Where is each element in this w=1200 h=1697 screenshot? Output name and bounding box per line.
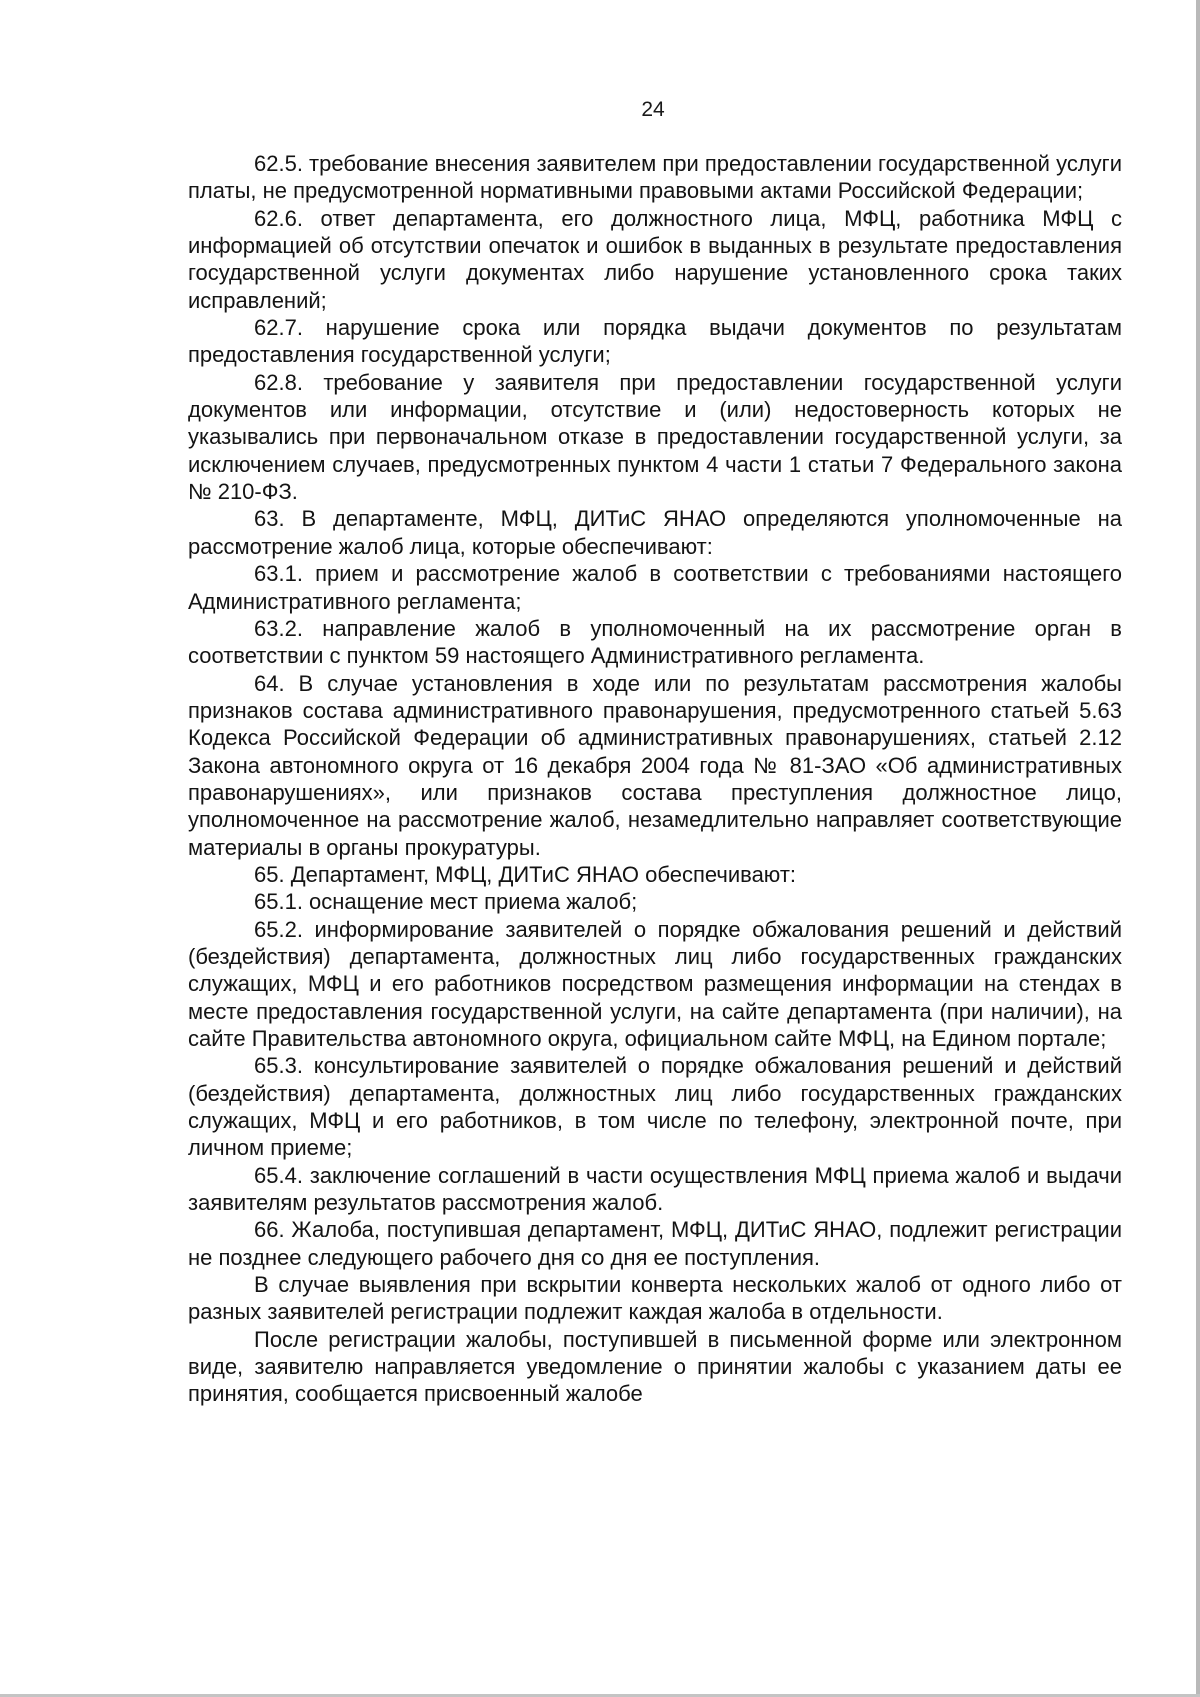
paragraph-65-2: 65.2. информирование заявителей о порядке обжалования решений и действий (бездействия) департамента, должностных лиц либо государственных гражданских служащих, МФЦ и его работников посредством размещения информации на стендах в месте предоставления государственной услуги, на сайте департамента (при наличии), на сайте Правительства автономного округа, официальном сайте МФЦ, на Едином портале; (188, 916, 1122, 1051)
paragraph-65-4: 65.4. заключение соглашений в части осуществления МФЦ приема жалоб и выдачи заявителям результатов рассмотрения жалоб. (188, 1162, 1122, 1216)
document-body (188, 150, 1122, 1408)
paragraph-63: 63. В департаменте, МФЦ, ДИТиС ЯНАО определяются уполномоченные на рассмотрение жалоб лица, которые обеспечивают: (188, 506, 1122, 559)
paragraph-63-1: 63.1. прием и рассмотрение жалоб в соответствии с требованиями настоящего Административного регламента; (188, 561, 1122, 614)
paragraph-63-2: 63.2. направление жалоб в уполномоченный на их рассмотрение орган в соответствии с пунктом 59 настоящего Административного регламента. (188, 615, 1122, 669)
scan-edge-right (1196, 0, 1200, 1697)
paragraph-65: 65. Департамент, МФЦ, ДИТиС ЯНАО обеспечивают: (254, 861, 797, 887)
paragraph-66-registration: После регистрации жалобы, поступившей в письменной форме или электронном виде, заявителю направляется уведомление о принятии жалобы с указанием даты ее принятия, сообщается присвоенный жалобе (188, 1326, 1122, 1407)
paragraph-62-7: 62.7. нарушение срока или порядка выдачи документов по результатам предоставления государственной услуги; (188, 315, 1122, 368)
paragraph-62-5: 62.5. требование внесения заявителем при предоставлении государственной услуги платы, не предусмотренной нормативными правовыми актами Российской Федерации; (188, 151, 1122, 204)
paragraph-66: 66. Жалоба, поступившая департамент, МФЦ, ДИТиС ЯНАО, подлежит регистрации не позднее следующего рабочего дня со дня ее поступления. (188, 1217, 1122, 1270)
page-number: 24 (641, 98, 665, 121)
paragraph-65-1: 65.1. оснащение мест приема жалоб; (254, 889, 638, 915)
paragraph-65-3: 65.3. консультирование заявителей о порядке обжалования решений и действий (бездействия) департамента, должностных лиц либо государственных гражданских служащих, МФЦ и его работников, в том числе по телефону, электронной почте, при личном приеме; (188, 1053, 1122, 1161)
paragraph-62-6: 62.6. ответ департамента, его должностного лица, МФЦ, работника МФЦ с информацией об отсутствии опечаток и ошибок в выданных в результате предоставления государственной услуги документах либо нарушение установленного срока таких исправлений; (188, 205, 1122, 313)
paragraph-66-envelope: В случае выявления при вскрытии конверта нескольких жалоб от одного либо от разных заявителей регистрации подлежит каждая жалоба в отдельности. (188, 1272, 1122, 1325)
paragraph-64: 64. В случае установления в ходе или по результатам рассмотрения жалобы признаков состава административного правонарушения, предусмотренного статьей 5.63 Кодекса Российской Федерации об административных правонарушениях, статьей 2.12 Закона автономного округа от 16 декабря 2004 года № 81-ЗАО «Об административных правонарушениях», или признаков состава преступления должностное лицо, уполномоченное на рассмотрение жалоб, незамедлительно направляет соответствующие материалы в органы прокуратуры. (188, 670, 1122, 860)
paragraph-62-8: 62.8. требование у заявителя при предоставлении государственной услуги документов или информации, отсутствие и (или) недостоверность которых не указывались при первоначальном отказе в предоставлении государственной услуги, за исключением случаев, предусмотренных пунктом 4 части 1 статьи 7 Федерального закона № 210-ФЗ. (188, 369, 1122, 505)
